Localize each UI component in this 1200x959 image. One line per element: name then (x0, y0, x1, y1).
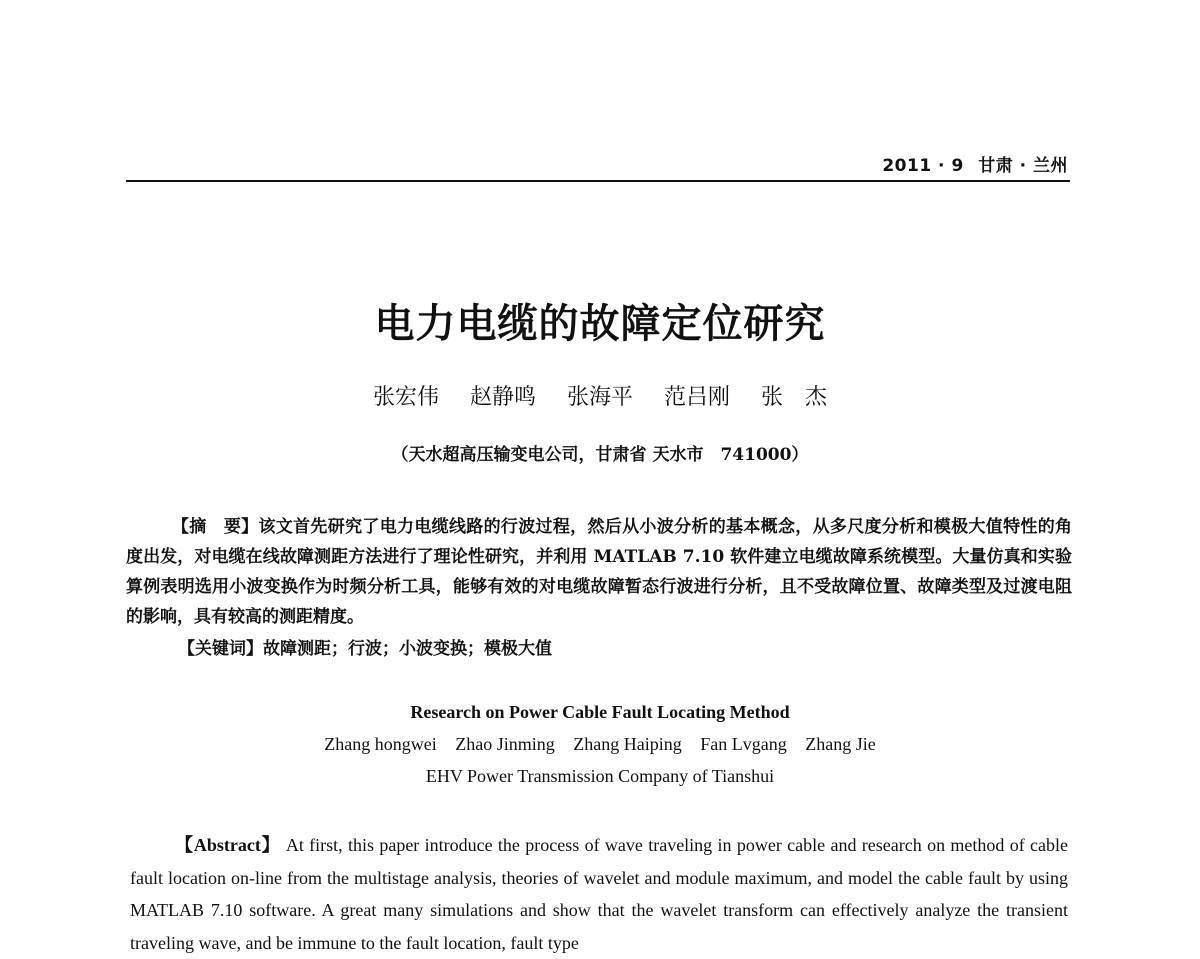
authors-en (0, 734, 1200, 755)
paper-title-en: Research on Power Cable Fault Locating Method (410, 702, 790, 722)
paper-title-cn: 电力电缆的故障定位研究 (374, 300, 826, 347)
header-date: 2011 · 9 (882, 156, 964, 176)
author-en: Zhang hongwei (324, 734, 437, 754)
author-cn: 赵静鸣 (469, 385, 536, 410)
abstract-en-text: At first, this paper introduce the process of wave traveling in power cable and research on method of cable fault location on-line from the multistage analysis, theories of wavelet and module maximum, and model the cable fault by using MATLAB 7.10 software. A great many simulations and show that the wavelet transform can effectively analyze the transient traveling wave, and be immune to the fault location, fault type (130, 835, 1069, 953)
header-location: 甘肃 · 兰州 (978, 156, 1068, 176)
keywords-cn-label: 【关键词】 (178, 639, 263, 659)
header-meta (882, 151, 1068, 176)
author-cn: 张宏伟 (372, 385, 439, 410)
abstract-en (130, 829, 1068, 959)
author-cn: 范吕刚 (664, 385, 731, 410)
author-en: Zhang Haiping (573, 734, 682, 754)
author-en: Zhang Jie (805, 734, 876, 754)
author-en: Zhao Jinming (455, 734, 555, 754)
abstract-cn (126, 512, 1072, 632)
affiliation-en: EHV Power Transmission Company of Tianshui (425, 766, 775, 786)
keywords-cn-text: 故障测距；行波；小波变换；模极大值 (263, 639, 552, 659)
affiliation-cn: （天水超高压输变电公司，甘肃省 天水市 741000） (391, 445, 809, 465)
author-en: Fan Lvgang (700, 734, 787, 754)
abstract-cn-label: 【摘 要】 (171, 517, 259, 537)
abstract-en-label: 【Abstract】 (175, 835, 281, 855)
abstract-cn-text: 该文首先研究了电力电缆线路的行波过程，然后从小波分析的基本概念，从多尺度分析和模极大值特性的角度出发，对电缆在线故障测距方法进行了理论性研究，并利用 MATLAB 7.10 软件建立电缆故障系统模型。大量仿真和实验算例表明选用小波变换作为时频分析工具，能够有效的对电缆故障暂态行波进行分析，且不受故障位置、故障类型及过渡电阻的影响，具有较高的测距精度。 (126, 517, 1073, 627)
keywords-cn (178, 634, 552, 664)
authors-cn (0, 380, 1200, 411)
author-cn: 张海平 (566, 385, 633, 410)
author-cn: 张 杰 (761, 385, 828, 410)
running-header (126, 150, 1070, 182)
